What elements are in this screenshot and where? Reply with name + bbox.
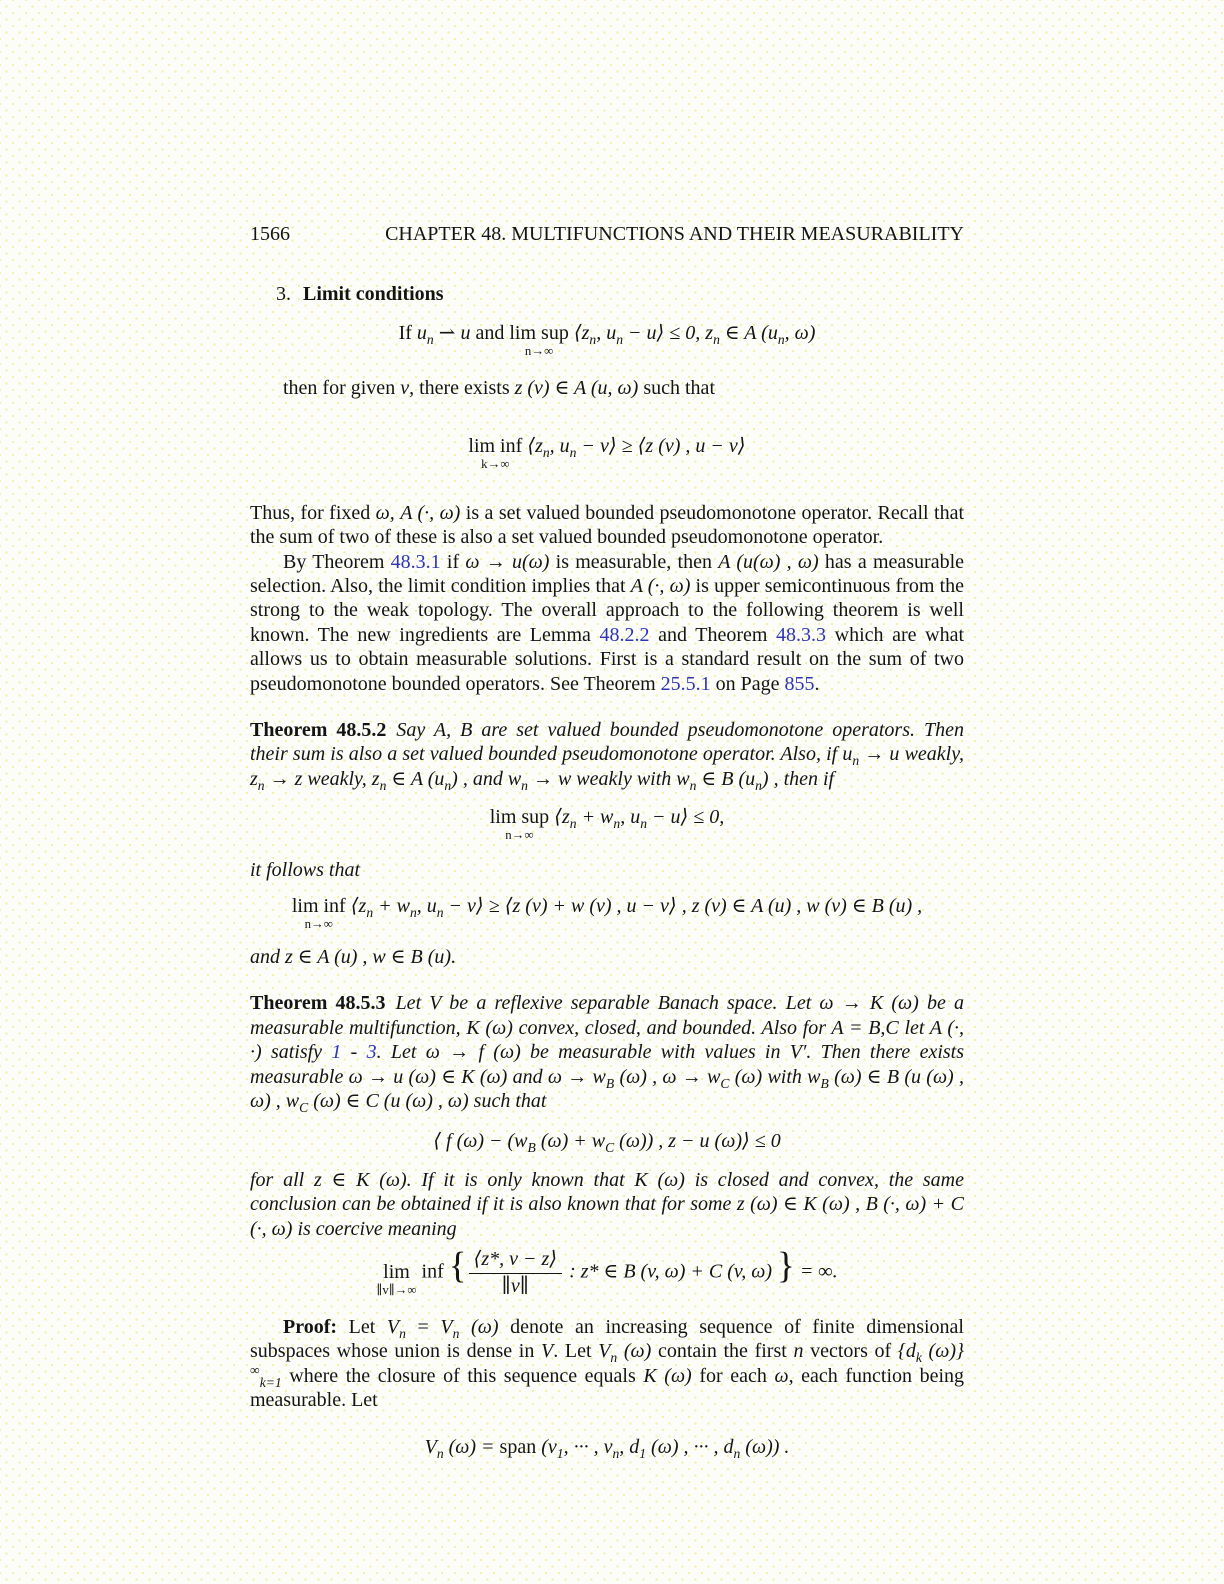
- section-title: Limit conditions: [303, 283, 444, 306]
- formula-variational-inequality: ⟨ f $(\omega) - (w_B$ $(\omega) + w_C$ (ω)) , z − u (ω)⟩ ≤ 0: [433, 1130, 781, 1156]
- theorem-48-5-2-label: Theorem 48.5.2: [250, 718, 387, 741]
- ref-link[interactable]: 1: [331, 1041, 342, 1064]
- theorem-48-5-3-label: Theorem 48.5.3: [250, 992, 386, 1015]
- page-header: [250, 222, 964, 246]
- theorem-48-5-3: [250, 991, 964, 1113]
- theorem-48-5-2: [250, 718, 964, 791]
- theorem-48-5-3-body: Let V be a reflexive separable Banach space. Let ω → K (ω) be a measurable multifunction, K (ω) convex, closed, and bounded. Also for A = B,C let A (·, ·) satisfy 1 - 3. Let ω → f (ω) be measurable with values in V′. Then there exists measurable ω → u (ω) ∈ K (ω) and $\omega \to w_B$ (ω) , $\omega \to w_C$ (ω) with $w_B$ (ω) ∈ B (u (ω) , ω) , $w_C$ (ω) ∈ C (u (ω) , ω) such that: [250, 992, 964, 1115]
- formula-liminf-sum: lim inf n→∞ $⟨z_n + w_n$, $u_n$ − v⟩ ≥ ⟨z (v) + w (v) , u − v⟩ , z (v) ∈ A (u) , w (v) ∈ B (u) ,: [291, 895, 923, 932]
- paragraph-by-theorem: By Theorem 48.3.1 if ω → u(ω) is measurable, then A (u(ω) , ω) has a measurable selection. Also, the limit condition implies that A (·, ω) is upper semicontinuous from the strong to the weak topology. The overall approach to the following theorem is well known. The new ingredients are Lemma 48.2.2 and Theorem 48.3.3 which are what allows us to obtain measurable solutions. First is a standard result on the sum of two pseudomonotone bounded operators. See Theorem 25.5.1 on Page 855.: [250, 550, 965, 695]
- ref-link[interactable]: 48.3.3: [776, 623, 827, 646]
- ref-link[interactable]: 855: [784, 672, 815, 695]
- theorem-48-5-2-body: Say A, B are set valued bounded pseudomonotone operators. Then their sum is also a set valued bounded pseudomonotone operator. Also, if $u_n \to u$ weakly, $z_n \to z$ weakly, $z_n$ ∈ A $(u_n)$ , and $w_n \to w$ weakly with $w_n$ ∈ B $(u_n)$ , then if: [250, 718, 964, 793]
- page-number: 1566: [250, 223, 290, 245]
- ref-link[interactable]: 48.2.2: [599, 623, 650, 646]
- section-item-limit-conditions: [250, 282, 964, 306]
- formula-liminf-pseudomonotone: lim inf k→∞ $⟨z_n$, $u_n$ − v⟩ ≥ ⟨z (v) , u − v⟩: [468, 434, 746, 471]
- paragraph-thus-fixed-omega: Thus, for fixed ω, A (·, ω) is a set valued bounded pseudomonotone operator. Recall that the sum of two of these is also a set valued bounded pseudomonotone operator.: [250, 501, 965, 549]
- paragraph-proof: Proof: Let $V_n = V_n$ (ω) denote an increasing sequence of finite dimensional subspaces whose union is dense in V. Let $V_n$ (ω) contain the first n vectors of {$d_k$ $(\omega)\}^\infty_{k=1}$ where the closure of this sequence equals K (ω) for each ω, each function being measurable. Let: [250, 1315, 965, 1412]
- text-column: [250, 222, 964, 1475]
- ref-link[interactable]: 25.5.1: [660, 672, 711, 695]
- formula-coercive: lim ∥v∥→∞ inf { $\frac{⟨z*, v - z⟩}{\parallel v\parallel}$ : z* ∈ B (v, ω) + C (v, ω) } = ∞.: [376, 1245, 838, 1297]
- chapter-title: CHAPTER 48. MULTIFUNCTIONS AND THEIR MEASURABILITY: [385, 223, 964, 245]
- paragraph-for-all-z: for all z ∈ K (ω). If it is only known that K (ω) is closed and convex, the same conclusion can be obtained if it is also known that for some z (ω) ∈ K (ω) , B (·, ω) + C (·, ω) is coercive meaning: [250, 1168, 964, 1240]
- paragraph-it-follows: it follows that: [250, 858, 361, 881]
- section-number: 3.: [276, 283, 291, 306]
- paragraph-then-for-given-v: then for given v, there exists z (v) ∈ A (u, ω) such that: [283, 376, 715, 399]
- formula-limsup-sum: lim sup n→∞ $⟨z_n + w_n$, $u_n$ − u⟩ ≤ 0,: [489, 806, 725, 843]
- formula-limit-condition: If $u_n$ ⇀ u and lim sup n→∞ $⟨z_n$, $u_n$ − u⟩ ≤ 0, $z_n$ ∈ A ($u_n$, ω): [398, 321, 816, 358]
- ref-link[interactable]: 3: [366, 1041, 377, 1064]
- paragraph-and-z: and z ∈ A (u) , w ∈ B (u).: [250, 946, 457, 969]
- formula-span: $V_n$ (ω) = span ($v_1$, ··· , $v_n$, $d_1$ (ω) , ··· , $d_n$ (ω)) .: [424, 1435, 790, 1461]
- ref-link[interactable]: 48.3.1: [390, 550, 441, 573]
